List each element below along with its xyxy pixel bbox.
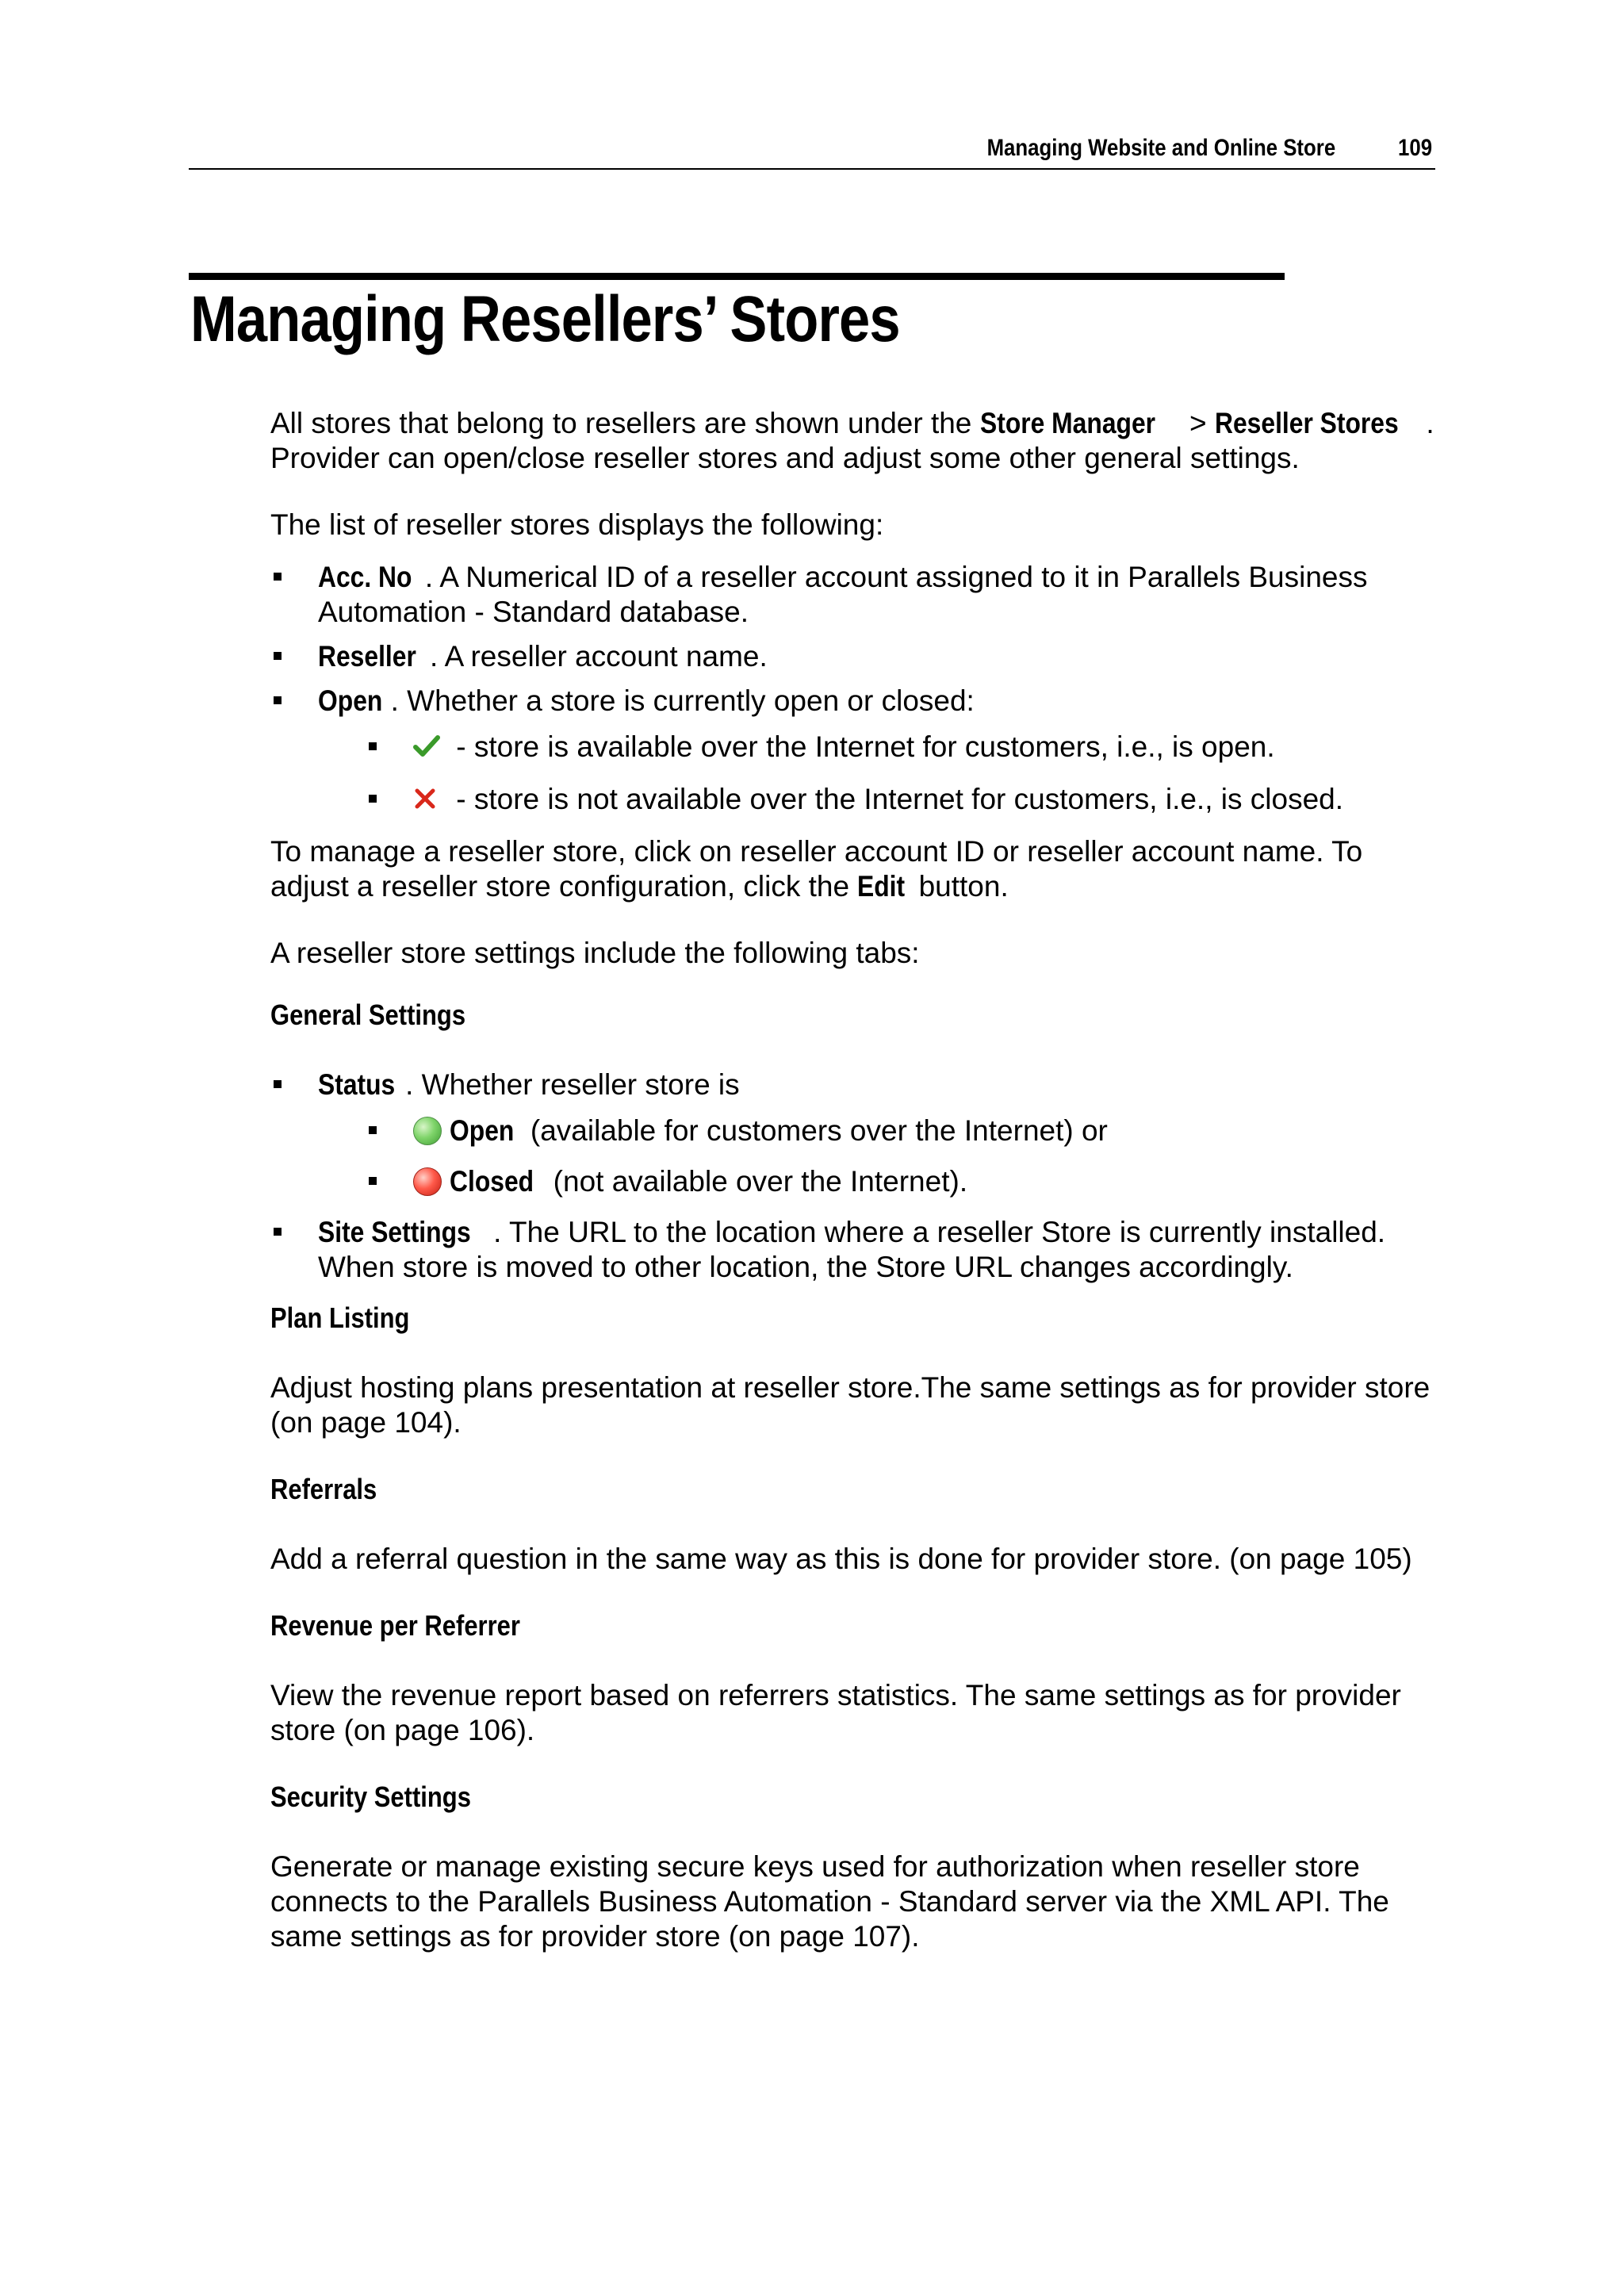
cross-icon [413,784,448,818]
security-text: Generate or manage existing secure keys used for authorization when reseller store connects to the Parallels Business Automation - Standard server via the XML API. The same settings as for provider store (on page 107). [270,1850,1389,1953]
open-state-list [318,730,1436,818]
body-text [270,406,1436,1986]
reseller-stores-term: Reseller Stores [1214,407,1399,439]
list-intro: The list of reseller stores displays the following: [270,508,884,541]
list-item: Site Settings . The URL to the location where a reseller Store is currently installed. When store is moved to other location, the Store URL changes accordingly. [270,1215,1436,1285]
list-item: Closed (not available over the Internet). [366,1164,1436,1199]
list-item: - store is not available over the Internet for customers, i.e., is closed. [366,782,1436,818]
page-number: 109 [1397,135,1432,161]
list-item: Reseller . A reseller account name. [270,639,1436,674]
green-status-icon [413,1117,442,1145]
column-list [270,560,1436,818]
referrals-heading: Referrals [270,1473,377,1506]
store-manager-term: Store Manager [979,407,1155,439]
plan-listing-text: Adjust hosting plans presentation at reseller store.The same settings as for provider store (on page 104). [270,1371,1431,1439]
list-item: - store is available over the Internet for customers, i.e., is open. [366,730,1436,766]
intro-paragraph: All stores that belong to resellers are shown under the Store Manager > Reseller Stores . Provider can open/close reseller stores and adjust some other general settings. [270,407,1434,474]
red-status-icon [413,1167,442,1196]
plan-listing-heading: Plan Listing [270,1301,410,1335]
page-title: Managing Resellers’ Stores [190,283,900,355]
general-settings-heading: General Settings [270,999,466,1032]
edit-button-term: Edit [857,870,906,903]
revenue-text: View the revenue report based on referrers statistics. The same settings as for provider store (on page 106). [270,1679,1401,1747]
title-rule [189,273,1285,280]
referrals-text: Add a referral question in the same way as this is done for provider store. (on page 105) [270,1543,1412,1576]
running-header [189,132,1435,170]
revenue-heading: Revenue per Referrer [270,1609,520,1642]
security-heading: Security Settings [270,1780,471,1814]
list-item: Acc. No . A Numerical ID of a reseller account assigned to it in Parallels Business Automation - Standard database. [270,560,1436,630]
checkmark-icon [413,731,448,766]
manage-paragraph: To manage a reseller store, click on reseller account ID or reseller account name. To adjust a reseller store configuration, click the Edit button. [270,835,1363,903]
tabs-intro: A reseller store settings include the following tabs: [270,937,920,970]
general-settings-list [270,1068,1436,1285]
list-item: Status . Whether reseller store is Open (available for customers over the Internet) or Closed (not available over the Internet). [270,1068,1436,1199]
status-list [318,1114,1436,1199]
list-item: Open . Whether a store is currently open or closed: - store is available over the Internet for customers, i.e., is open. - store is not available over the Internet for customers, i.e., is closed. [270,684,1436,818]
running-title: Managing Website and Online Store [986,135,1335,161]
list-item: Open (available for customers over the Internet) or [366,1114,1436,1148]
